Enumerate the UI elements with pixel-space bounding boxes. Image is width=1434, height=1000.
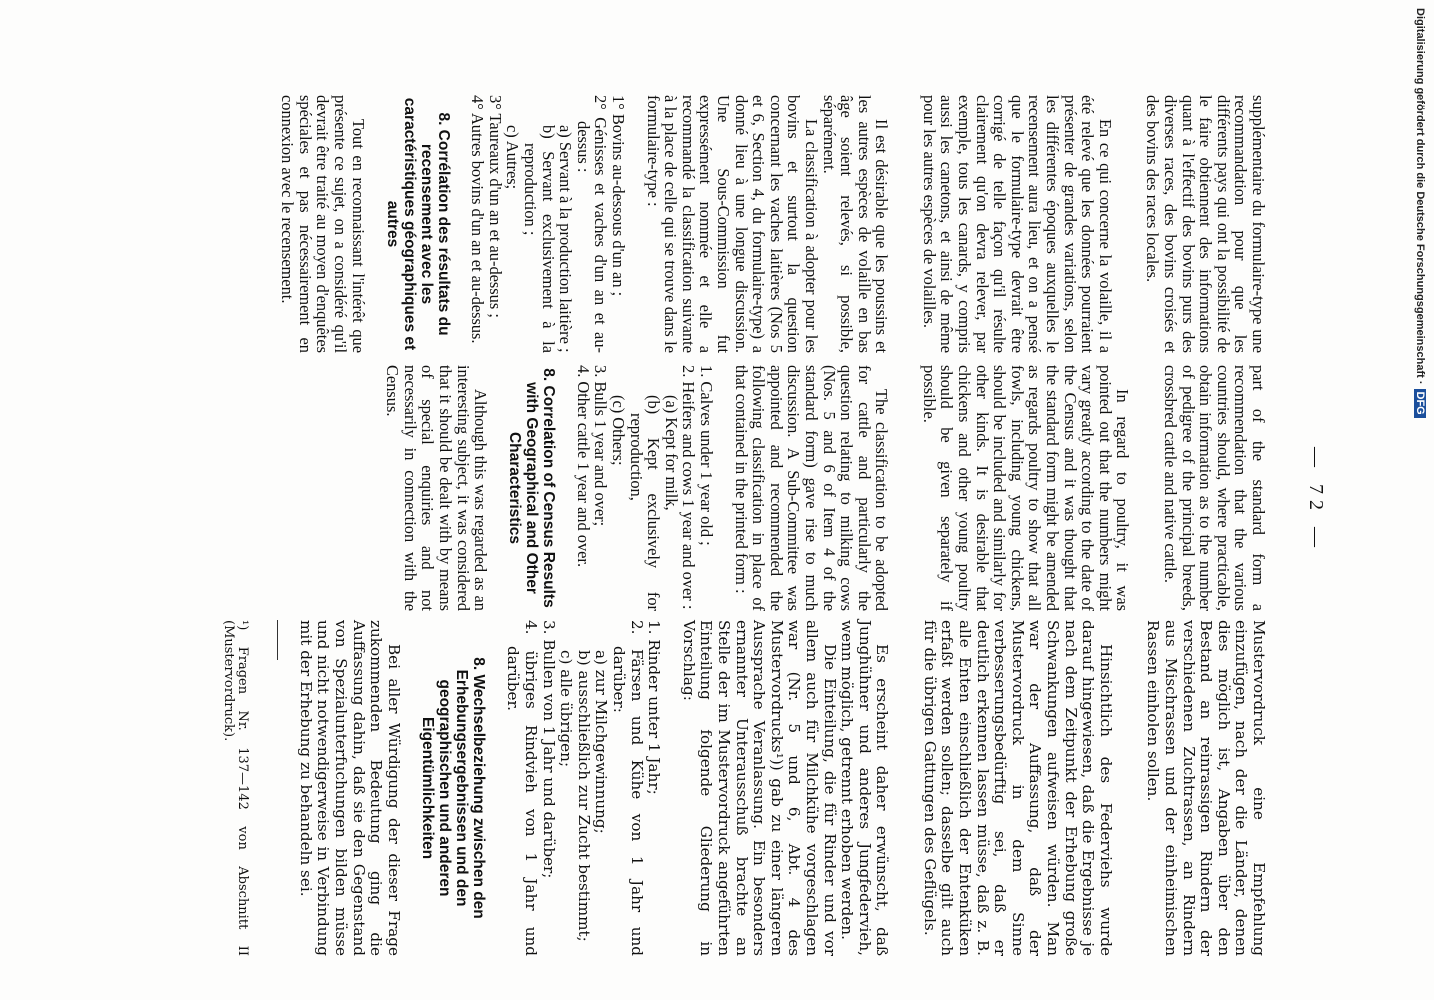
english-column — [384, 365, 1267, 611]
english-section-title: 8. Correlation of Census Results with Geographical and Other Characteristics — [506, 368, 558, 608]
list-item: 2. Färsen und Kühe von 1 Jahr und darüber: — [610, 620, 646, 956]
footnote-divider — [277, 620, 278, 660]
french-column — [279, 95, 1267, 353]
german-paragraph-5: Bei aller Würdigung der dieser Frage zukommenden Bedeutung ging die Auffassung dahin, daß sie den Gegenstand von Spezialunterfuchungen bilden müsse und nicht notwendigerweise in Verbindung mit der Erhebung zu behandeln sei. — [296, 620, 403, 956]
list-item: (a) Kept for milk, — [661, 395, 681, 511]
digitization-credit — [1414, 8, 1426, 992]
list-item: c) alle übrigen; — [557, 650, 576, 768]
list-item: b) ausschließlich zur Zucht bestimmt; — [574, 650, 593, 942]
german-paragraph-3: Es erscheint daher erwünscht, daß Junghühner und anderes Jungfedervieh, wenn möglich, getrennt erhoben werden. — [838, 620, 892, 956]
list-item: 4° Autres bovins d'un an et au-dessus. — [468, 95, 488, 344]
french-paragraph-1: supplémentaire du formulaire-type une recommandation pour que les différents pays qui ont la possibilité de le faire obtiennent des informations quant à l'effectif des bovins purs des diverses races, des bovins croisés et des bovins des races locales. — [1143, 95, 1268, 353]
list-item: 4. Other cattle 1 year and over. — [573, 365, 593, 568]
list-item: 3° Taureaux d'un an et au-dessus ; — [485, 95, 505, 318]
list-item: a) Servant à la production laitière ; — [556, 125, 576, 353]
list-item: (b) Kept exclusively for reproduction, — [626, 395, 664, 611]
english-paragraph-3: The classification to be adopted for cattle and particularly the question relating to milking cows (Nos. 5 and 6 of Item 4 of the standard form) gave rise to much discussion. A Sub-Committee was appointed and recommended the following classification in place of that contained in the printed form : — [731, 365, 892, 611]
french-paragraph-2: En ce qui concerne la volaille, il a été relevé que les données pourraient présenter de grandes variations, selon les différentes époques auxquelles le recensement aura lieu, et on a pensé que le formulaire-type devrait être corrigé de telle façon qu'il résulte clairement qu'on devra relever, par exemple, tous les canards, y compris aussi les canetons, et ainsi de même pour les autres espèces de volailles. — [919, 95, 1115, 353]
list-item: b) Servant exclusivement à la reproduction ; — [521, 125, 558, 353]
french-paragraph-5: Tout en reconnaissant l'intérêt que présente ce sujet, on a considéré qu'il devrait être traité au moyen d'enquêtes spéciales et pas nécessairement en connexion avec le recensement. — [278, 95, 368, 353]
english-paragraph-4: Although this was regarded as an interesting subject, it was considered that it should be dealt with by means of special enquiries and not necessarily in connection with the Census. — [383, 365, 491, 611]
list-item: 3. Bulls 1 year and over; — [591, 365, 611, 527]
german-cattle-list — [504, 620, 662, 956]
credit-text: Digitalisierung gefördert durch die Deutsche Forschungsgemeinschaft · — [1414, 8, 1426, 385]
list-item: 1. Calves under 1 year old ; — [696, 365, 716, 546]
german-paragraph-1: Mustervordruck eine Empfehlung einzufügen, nach der die Länder, denen dies möglich ist, Angaben über den Bestand an reinrassigen Rindern der verschiedenen Zuchtrassen, an Rindern aus Mischrassen und der einheimischen Rassen einholen sollen. — [1144, 620, 1268, 956]
french-paragraph-4: La classification à adopter pour les bovins et surtout la question concernant les vaches laitières (Nos 5 et 6, Section 4, du formulaire-type) a donné lieu à une longue discussion. Une Sous-Commission fut expressément nommée et elle a recommandé la classification suivante à la place de celle qui se trouve dans le formulaire-type : — [643, 95, 821, 353]
french-paragraph-3: Il est désirable que les poussins et les autres espèces de volaille en bas âge soient relevés, si possible, séparément. — [819, 95, 892, 353]
list-item: c) Autres; — [503, 125, 523, 190]
list-item: 1° Bovins au-dessous d'un an ; — [609, 95, 628, 297]
list-item: a) zur Milchgewinnung; — [592, 650, 611, 834]
french-section-title: 8. Corrélation des résultats du recensement avec les caractéristiques géographiques et autres — [383, 97, 452, 351]
list-item: 4. übriges Rindvieh von 1 Jahr und darüber. — [504, 620, 541, 956]
german-paragraph-4: Die Einteilung, die für Rinder und vor allem auch für Milchkühe vorgeschlagen war (Nr. 5 und 6, Abt. 4 des Mustervordrucks¹)) gab zu einer längeren Aussprache Veranlassung. Ein besonders ernannter Unterausschuß brachte an Stelle der im Mustervordruck angeführten Einteilung folgende Gliederung in Vorschlag: — [679, 620, 839, 956]
list-item: 2. Heifers and cows 1 year and over : — [679, 365, 699, 610]
german-column — [221, 620, 1267, 956]
french-cattle-list — [469, 95, 627, 353]
german-paragraph-2: Hinsichtlich des Federviehs wurde darauf hingewiesen, daß die Ergebnisse je nach dem Zeitpunkt der Erhebung große Schwankungen aufweisen würden. Man war der Auffassung, daß der Mustervordruck in dem Sinne verbesserungsbedürftig sei, daß er deutlich erkennen lassen müsse, daß z. B. alle Enten einschließlich der Entenküken erfaßt werden sollen; dasselbe gilt auch für die übrigen Gattungen des Geflügels. — [920, 620, 1115, 956]
list-item: 1. Rinder unter 1 Jahr; — [645, 620, 664, 795]
page-number: — 72 — — [1305, 447, 1327, 553]
list-item: 3. Bullen von 1 Jahr und darüber; — [539, 620, 558, 879]
english-paragraph-2: In regard to poultry, it was pointed out that the numbers might vary greatly according to the date of the Census and it was thought that the standard form might be amended as regards poultry to show that all fowls, including young chickens, should be included and similarly for other kinds. It is desirable that chickens and other young poultry should be given separately if possible. — [919, 365, 1133, 611]
list-item: (c) Others; — [609, 395, 628, 466]
german-footnote: ¹) Fragen Nr. 137—142 von Abschnitt II (Mustervordruck). — [221, 620, 251, 956]
german-section-title: 8. Wechselbeziehung zwischen den Erhebungsergebnissen und den geographischen und anderen Eigentümlichkeiten — [418, 657, 487, 919]
digitization-credit-strip — [1408, 8, 1430, 992]
english-paragraph-1: part of the standard form a recommendation that the various countries should, where practicable, obtain information as to the number of pedigree of the principal breeds, crossbred cattle and native cattle. — [1161, 365, 1268, 611]
list-item: 2° Génisses et vaches d'un an et au-dessus : — [573, 95, 611, 353]
english-cattle-list — [574, 365, 715, 611]
dfg-logo: DFG — [1414, 389, 1426, 418]
